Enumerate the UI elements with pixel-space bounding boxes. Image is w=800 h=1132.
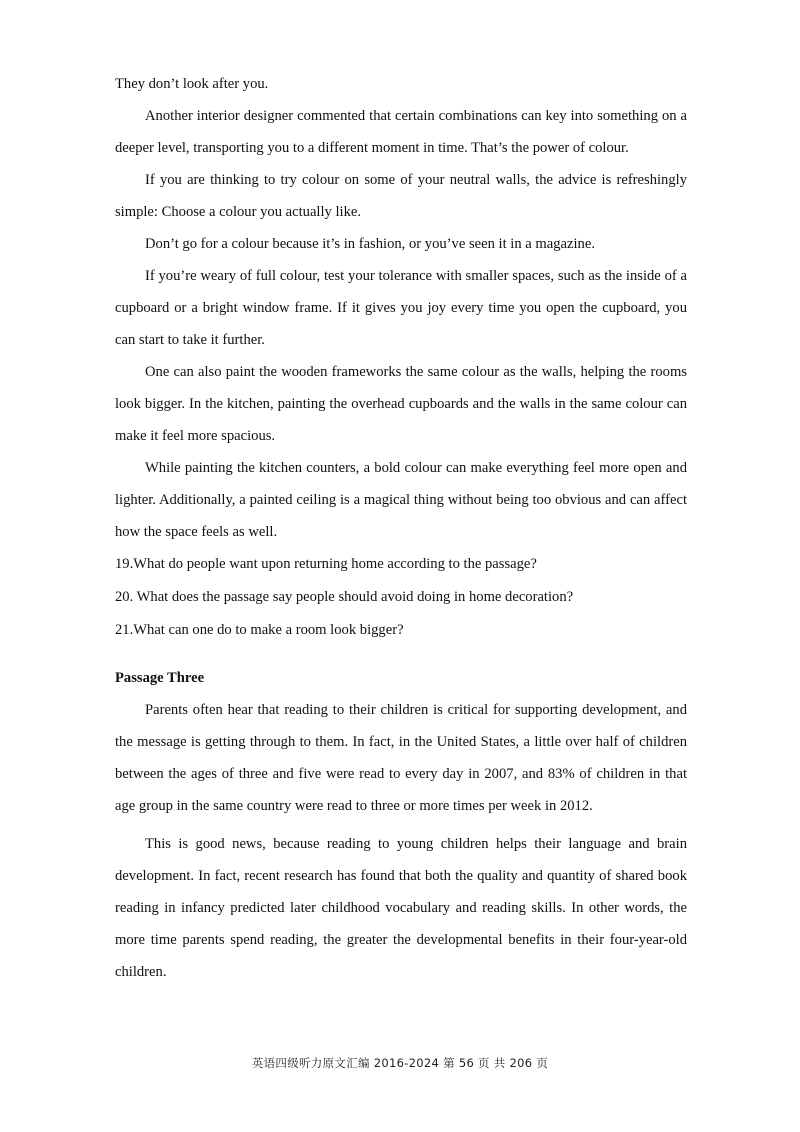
page-body — [115, 68, 687, 988]
paragraph: Parents often hear that reading to their children is critical for supporting development, and the message is getting through to them. In fact, in the United States, a little over half of children between the ages of three and five were read to every day in 2007, and 83% of children in that age group in the same country were read to three or more times per week in 2012. — [115, 702, 687, 814]
page-footer: 英语四级听力原文汇编 2016-2024 第 56 页 共 206 页 — [251, 1056, 549, 1070]
section-heading: Passage Three — [115, 670, 205, 686]
paragraph: Don’t go for a colour because it’s in fashion, or you’ve seen it in a magazine. — [145, 236, 595, 252]
question-21: 21.What can one do to make a room look bigger? — [115, 622, 404, 638]
paragraph: Another interior designer commented that certain combinations can key into something on a deeper level, transporting you to a different moment in time. That’s the power of colour. — [115, 108, 687, 156]
paragraph: If you are thinking to try colour on some of your neutral walls, the advice is refreshingly simple: Choose a colour you actually like. — [115, 172, 687, 220]
paragraph: One can also paint the wooden frameworks the same colour as the walls, helping the rooms look bigger. In the kitchen, painting the overhead cupboards and the walls in the same colour can make it feel more spacious. — [115, 364, 687, 444]
question-19: 19.What do people want upon returning home according to the passage? — [115, 556, 537, 572]
paragraph: They don’t look after you. — [115, 76, 269, 92]
paragraph: If you’re weary of full colour, test your tolerance with smaller spaces, such as the inside of a cupboard or a bright window frame. If it gives you joy every time you open the cupboard, you can start to take it further. — [115, 268, 687, 348]
question-20: 20. What does the passage say people should avoid doing in home decoration? — [115, 589, 574, 605]
paragraph: This is good news, because reading to young children helps their language and brain development. In fact, recent research has found that both the quality and quantity of shared book reading in infancy predicted later childhood vocabulary and reading skills. In other words, the more time parents spend reading, the greater the developmental benefits in their four-year-old children. — [115, 836, 687, 980]
paragraph: While painting the kitchen counters, a bold colour can make everything feel more open and lighter. Additionally, a painted ceiling is a magical thing without being too obvious and can affect how the space feels as well. — [115, 460, 687, 540]
